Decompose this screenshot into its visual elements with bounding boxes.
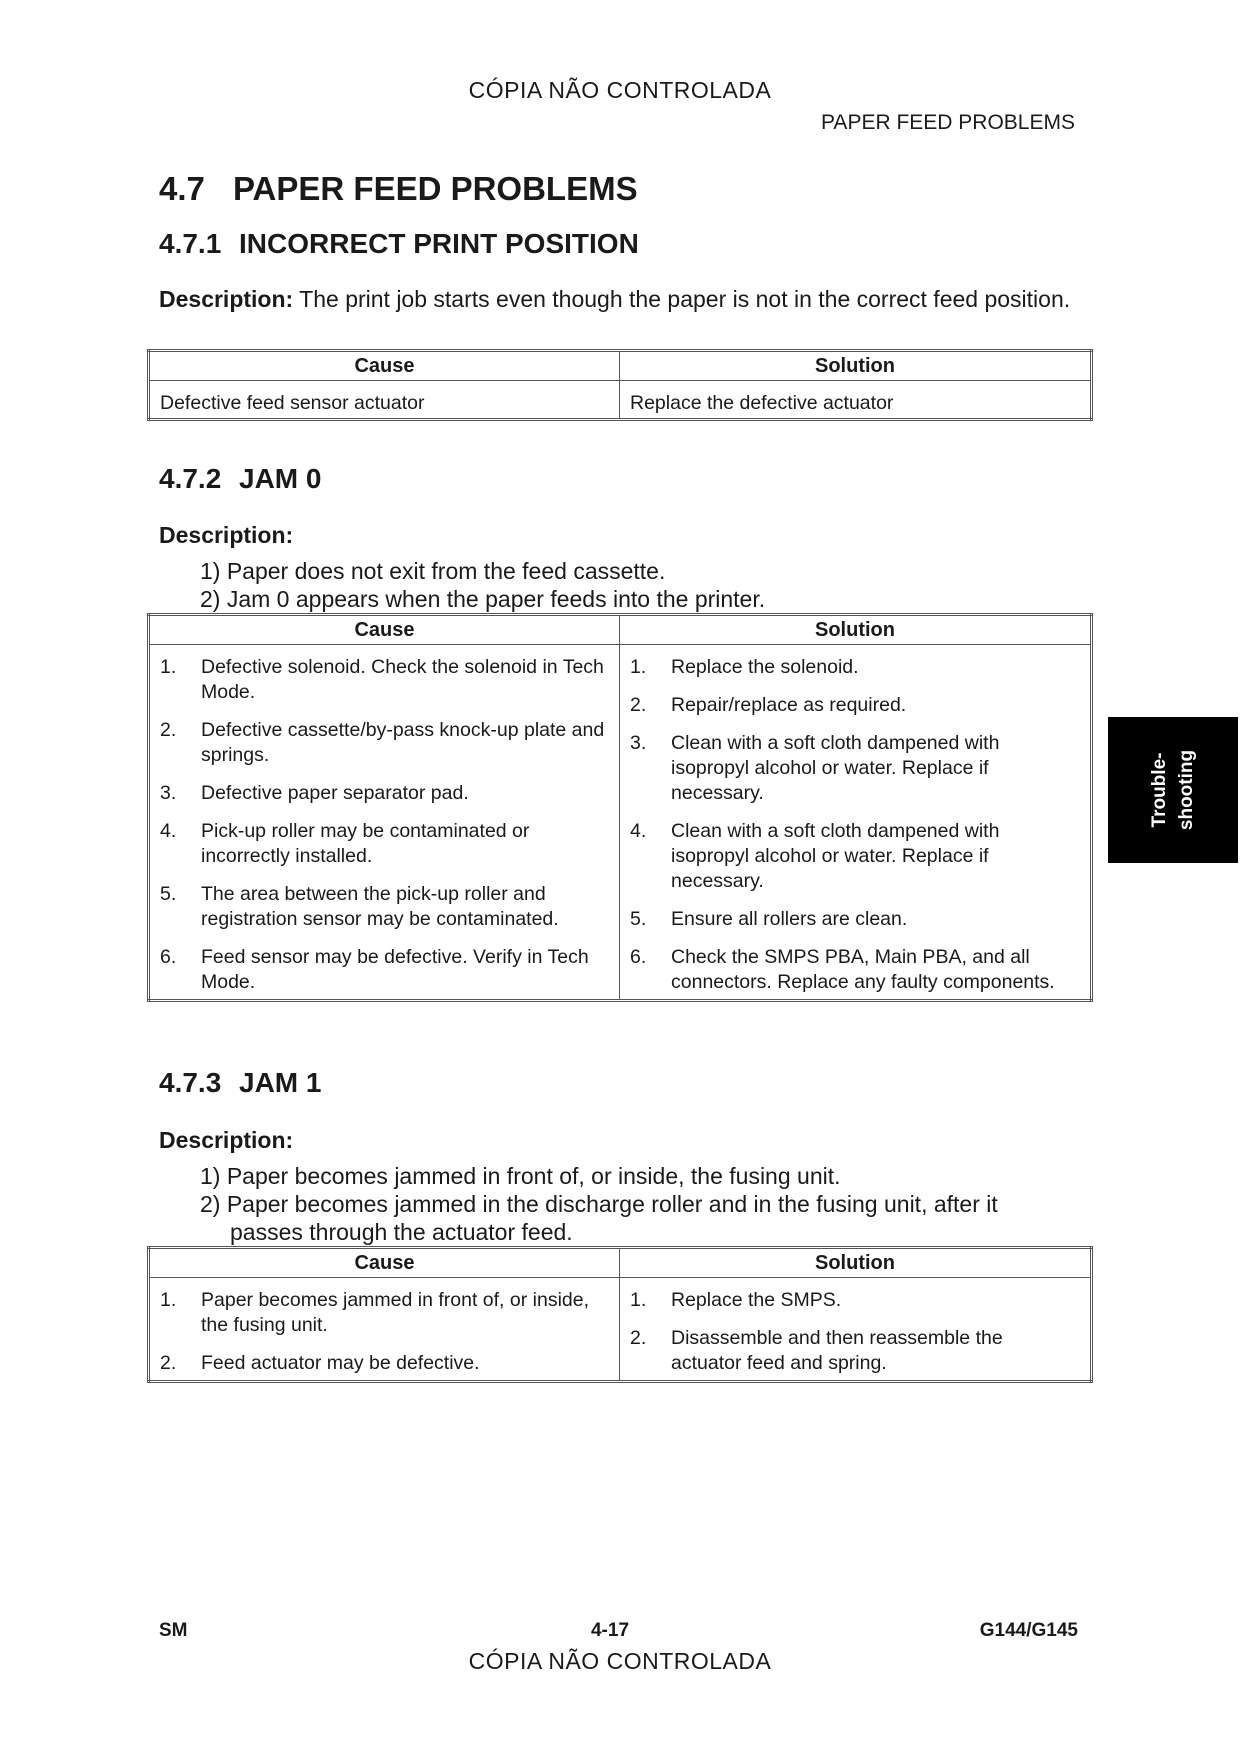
description-label: Description: [159,522,294,548]
cause-list [160,1288,607,1376]
description-label: Description: [159,1127,294,1153]
subsection-heading-jam-0 [159,463,321,495]
description-item: 2) Jam 0 appears when the paper feeds into the printer. [200,586,766,612]
description-incorrect-print-position [159,285,1089,314]
list-item: 2. Disassemble and then reassemble the actuator feed and spring. [630,1327,1003,1374]
solution-list [630,655,1078,995]
list-item: 2. Feed actuator may be defective. [160,1352,480,1374]
list-item: 3. Defective paper separator pad. [160,782,469,804]
footer-model: G144/G145 [979,1620,1078,1641]
solution-cell: Replace the defective actuator [620,381,1092,420]
list-item: 1. Defective solenoid. Check the solenoid in Tech Mode. [160,656,604,703]
description-label: Description: [159,286,294,312]
watermark-top: CÓPIA NÃO CONTROLADA [468,77,772,103]
list-item: 5. The area between the pick-up roller and registration sensor may be contaminated. [160,883,559,930]
watermark-bottom: CÓPIA NÃO CONTROLADA [468,1648,772,1674]
description-jam-0 [159,521,293,550]
cause-list-cell [149,645,620,1001]
column-header-solution: Solution [620,351,1092,381]
description-item: 1) Paper becomes jammed in front of, or inside, the fusing unit. [200,1163,841,1189]
list-item: 2. Repair/replace as required. [630,694,907,716]
list-item: 4. Clean with a soft cloth dampened with isopropyl alcohol or water. Replace if necessary. [630,820,1000,892]
column-header-cause: Cause [149,351,620,381]
section-number: 4.7 [159,170,205,207]
subsection-title: INCORRECT PRINT POSITION [239,228,639,259]
list-item: 1. Paper becomes jammed in front of, or inside, the fusing unit. [160,1289,590,1336]
list-item: 4. Pick-up roller may be contaminated or incorrectly installed. [160,820,530,867]
list-item: 2. Defective cassette/by-pass knock-up plate and springs. [160,719,605,766]
description-item: 2) Paper becomes jammed in the discharge roller and in the fusing unit, after it [200,1191,998,1217]
running-header: PAPER FEED PROBLEMS [820,111,1075,134]
column-header-solution: Solution [620,1248,1092,1278]
description-item: passes through the actuator feed. [230,1219,573,1245]
list-item: 6. Feed sensor may be defective. Verify in Tech Mode. [160,946,589,993]
description-jam-1 [159,1126,293,1155]
column-header-cause: Cause [149,615,620,645]
subsection-title: JAM 0 [239,463,322,494]
solution-list-cell [620,1278,1092,1382]
column-header-solution: Solution [620,615,1092,645]
subsection-title: JAM 1 [239,1067,322,1098]
description-item: 1) Paper does not exit from the feed cassette. [200,558,666,584]
cause-list-cell [149,1278,620,1382]
cause-list [160,655,607,995]
subsection-number: 4.7.1 [159,228,222,259]
list-item: 5. Ensure all rollers are clean. [630,908,908,930]
table-incorrect-print-position [147,349,1093,421]
section-heading [159,170,638,208]
table-jam-1 [147,1246,1093,1383]
footer-left: SM [159,1620,188,1641]
subsection-number: 4.7.2 [159,463,222,494]
column-header-cause: Cause [149,1248,620,1278]
cause-cell: Defective feed sensor actuator [149,381,620,420]
side-tab-label: Trouble- shooting [1149,749,1197,831]
list-item: 1. Replace the SMPS. [630,1289,842,1311]
subsection-heading-jam-1 [159,1067,321,1099]
solution-list [630,1288,1078,1376]
list-item: 6. Check the SMPS PBA, Main PBA, and all connectors. Replace any faulty components. [630,946,1055,993]
section-title: PAPER FEED PROBLEMS [233,170,638,207]
list-item: 3. Clean with a soft cloth dampened with isopropyl alcohol or water. Replace if necessary. [630,732,1000,804]
list-item: 1. Replace the solenoid. [630,656,859,678]
subsection-heading-incorrect-print-position [159,228,639,260]
description-text: The print job starts even though the paper is not in the correct feed position. [299,286,1071,312]
subsection-number: 4.7.3 [159,1067,222,1098]
troubleshooting-side-tab [1108,717,1238,863]
table-jam-0 [147,613,1093,1002]
footer-page-number: 4-17 [590,1620,630,1641]
solution-list-cell [620,645,1092,1001]
